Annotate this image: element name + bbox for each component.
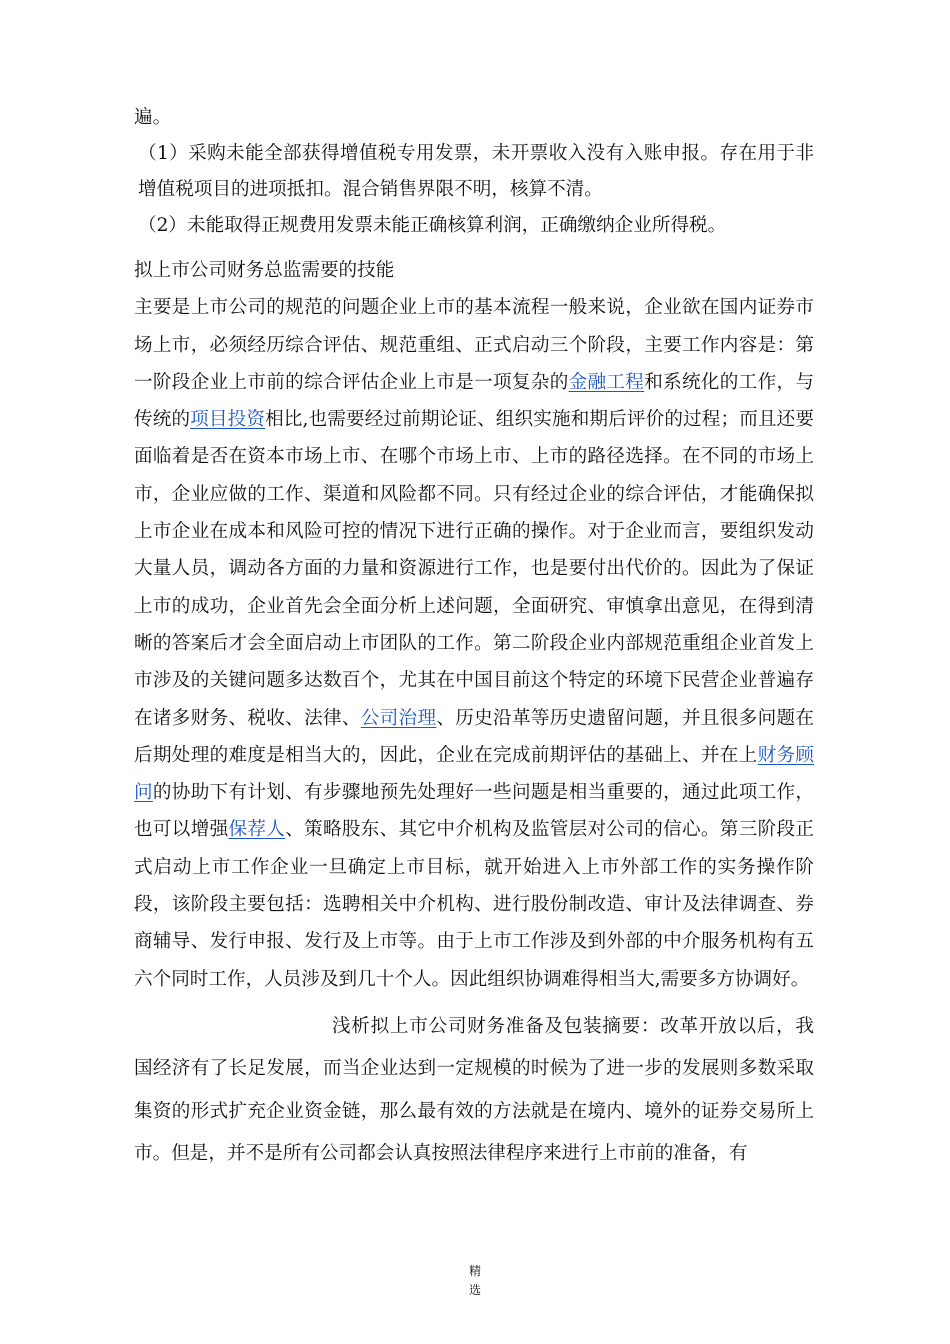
intro-line: 遍。 — [134, 107, 172, 128]
document-content — [134, 100, 814, 1175]
footer-line-1: 精 — [468, 1264, 481, 1278]
abstract-paragraph: 浅析拟上市公司财务准备及包装摘要：改革开放以后，我国经济有了长足发展，而当企业达到一定规模的时候为了进一步的发展则多数采取集资的形式扩充企业资金链，那么最有效的方法就是在境内、境外的证券交易所上市。但是，并不是所有公司都会认真按照法律程序来进行上市前的准备，有 — [134, 1015, 814, 1164]
section-heading: 拟上市公司财务总监需要的技能 — [134, 260, 395, 281]
body-text: 的协助下有计划、有步骤地预先处理好一些问题是相当重要的，通过此项工作，也可以增强 — [134, 782, 814, 841]
link-financial-advisor[interactable]: 财务顾问 — [134, 744, 814, 804]
footer-line-2: 选 — [468, 1283, 481, 1297]
list-item-1: （1）采购未能全部获得增值税专用发票，未开票收入没有入账申报。存在用于非增值税项目的进项抵扣。混合销售界限不明，核算不清。 — [138, 143, 814, 200]
body-text: 相比,也需要经过前期论证、组织实施和期后评价的过程；而且还要面临着是否在资本市场上市、在哪个市场上市、上市的路径选择。在不同的市场上市，企业应做的工作、渠道和风险都不同。只有经过企业的综合评估，才能确保拟上市企业在成本和风险可控的情况下进行正确的操作。对于企业而言，要组织发动大量人员，调动各方面的力量和资源进行工作，也是要付出代价的。因此为了保证上市的成功，企业首先会全面分析上述问题，全面研究、审慎拿出意见，在得到清晰的答案后才会全面启动上市团队的工作。第二阶段企业内部规范重组企业首发上市涉及的关键问题多达数百个，尤其在中国目前这个特定的环境下民营企业普遍存在诸多财务、税收、法律、 — [134, 409, 814, 729]
body-text: 、策略股东、其它中介机构及监管层对公司的信心。第三阶段正式启动上市工作企业一旦确定上市目标，就开始进入上市外部工作的实务操作阶段，该阶段主要包括：选聘相关中介机构、进行股份制改造、审计及法律调查、券商辅导、发行申报、发行及上市等。由于上市工作涉及到外部的中介服务机构有五六个同时工作，人员涉及到几十个人。因此组织协调难得相当大,需要多方协调好。 — [134, 819, 814, 990]
link-project-investment[interactable]: 项目投资 — [190, 409, 266, 431]
intro-section — [134, 100, 814, 244]
link-corporate-governance[interactable]: 公司治理 — [360, 707, 437, 729]
body-text: 和系统化的工作，与传统的 — [134, 371, 814, 431]
body-text: 、历史沿革等历史遗留问题，并且很多问题在后期处理的难度是相当大的，因此，企业在完成前期评估的基础上、并在上 — [134, 707, 814, 766]
body-text: 主要是上市公司的规范的问题企业上市的基本流程一般来说，企业欲在国内证券市场上市，必须经历综合评估、规范重组、正式启动三个阶段，主要工作内容是：第一阶段企业上市前的综合评估企业上市是一项复杂的 — [134, 297, 814, 393]
list-item-2: （2）未能取得正规费用发票未能正确核算利润，正确缴纳企业所得税。 — [138, 215, 727, 236]
body-paragraph — [134, 289, 814, 998]
link-sponsor[interactable]: 保荐人 — [228, 819, 286, 841]
page-footer — [0, 1262, 950, 1300]
link-financial-engineering[interactable]: 金融工程 — [568, 371, 645, 393]
